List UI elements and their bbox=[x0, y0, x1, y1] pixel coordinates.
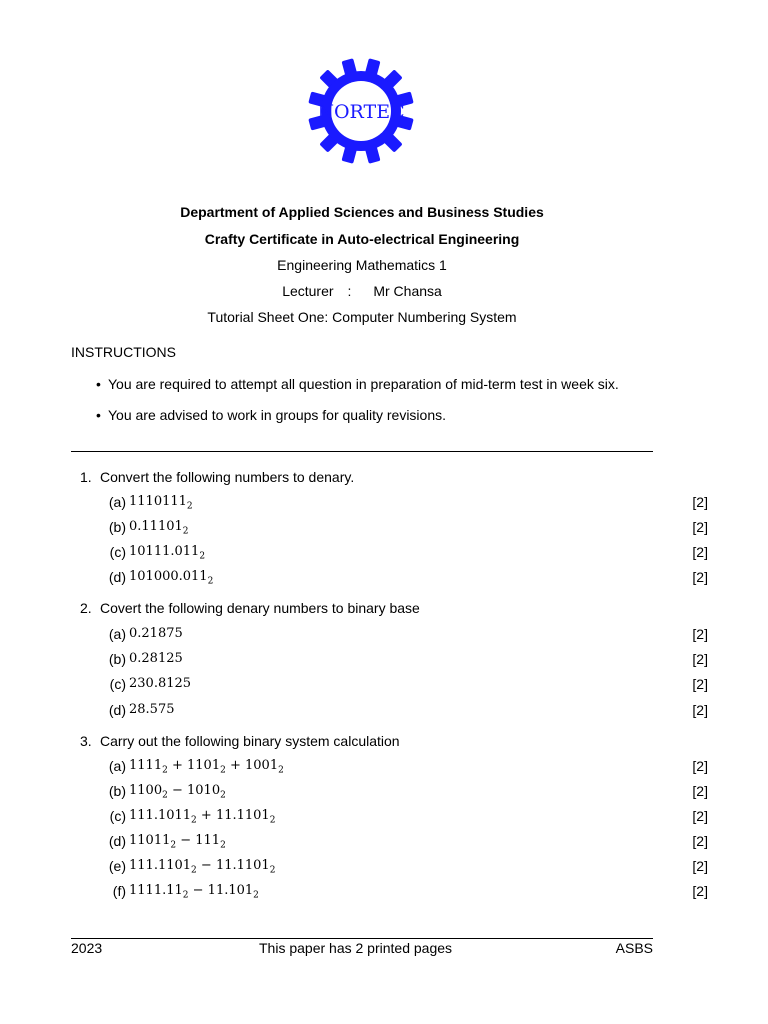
expression-term: 0.21875 bbox=[129, 626, 183, 641]
item-label: (c) bbox=[109, 676, 126, 692]
expression-term: 0.28125 bbox=[129, 651, 183, 666]
base-subscript: 2 bbox=[269, 815, 276, 826]
item-marks: [2] bbox=[692, 626, 708, 642]
item-label: (f) bbox=[112, 883, 126, 899]
question-item bbox=[100, 676, 708, 696]
gear-icon bbox=[308, 56, 414, 166]
lecturer-label: Lecturer bbox=[282, 283, 334, 299]
bullet-icon: • bbox=[96, 407, 101, 423]
item-marks: [2] bbox=[692, 858, 708, 874]
bullet-icon: • bbox=[96, 376, 101, 392]
question-number: 1. bbox=[80, 469, 92, 485]
question-item bbox=[100, 494, 708, 514]
item-expression bbox=[129, 883, 259, 901]
department-title: Department of Applied Sciences and Business Studies bbox=[180, 204, 544, 220]
logo-text: NORTEC bbox=[317, 101, 405, 123]
base-subscript: 2 bbox=[253, 890, 259, 901]
item-expression bbox=[129, 544, 205, 562]
expression-term: 1111 bbox=[129, 758, 163, 773]
expression-term: + bbox=[167, 758, 187, 773]
item-marks: [2] bbox=[692, 494, 708, 510]
question-text: Covert the following denary numbers to binary base bbox=[100, 600, 420, 616]
question-item bbox=[100, 651, 708, 671]
question-item bbox=[100, 544, 708, 564]
expression-term: 111.1011 bbox=[129, 808, 192, 823]
item-label: (a) bbox=[108, 758, 126, 774]
expression-term: 111.1101 bbox=[129, 858, 192, 873]
item-expression bbox=[129, 783, 226, 801]
question-title bbox=[80, 469, 354, 485]
item-expression bbox=[129, 758, 284, 776]
question-text: Carry out the following binary system calculation bbox=[100, 733, 400, 749]
question-item bbox=[100, 883, 708, 903]
item-marks: [2] bbox=[692, 758, 708, 774]
question-text: Convert the following numbers to denary. bbox=[100, 469, 355, 485]
lecturer-name: Mr Chansa bbox=[373, 283, 442, 299]
expression-term: 1111.11 bbox=[129, 883, 183, 898]
question-item bbox=[100, 569, 708, 589]
item-label: (b) bbox=[108, 519, 126, 535]
lecturer-separator: : bbox=[347, 283, 352, 299]
item-expression bbox=[129, 702, 175, 717]
expression-term: 11011 bbox=[129, 833, 171, 848]
item-expression bbox=[129, 519, 189, 537]
item-label: (c) bbox=[109, 808, 126, 824]
base-subscript: 2 bbox=[191, 815, 197, 826]
item-expression bbox=[129, 494, 193, 512]
certificate-title: Crafty Certificate in Auto-electrical Engineering bbox=[204, 231, 520, 247]
expression-term: 11.1101 bbox=[215, 858, 270, 873]
section-divider bbox=[71, 451, 653, 452]
expression-term: + bbox=[196, 808, 216, 823]
item-marks: [2] bbox=[692, 569, 708, 585]
expression-term: 1110111 bbox=[129, 494, 187, 509]
expression-term: 1100 bbox=[129, 783, 163, 798]
item-marks: [2] bbox=[692, 702, 708, 718]
expression-term: − bbox=[167, 783, 187, 798]
expression-term: 10111.011 bbox=[129, 544, 200, 559]
base-subscript: 2 bbox=[220, 840, 226, 851]
expression-term: 101000.011 bbox=[129, 569, 208, 584]
base-subscript: 2 bbox=[220, 790, 226, 801]
item-marks: [2] bbox=[692, 833, 708, 849]
base-subscript: 2 bbox=[162, 765, 168, 776]
footer-divider bbox=[71, 938, 653, 939]
base-subscript: 2 bbox=[162, 790, 168, 801]
item-label: (d) bbox=[108, 702, 126, 718]
question-item bbox=[100, 758, 708, 778]
item-marks: [2] bbox=[692, 808, 708, 824]
question-item bbox=[100, 702, 708, 722]
item-marks: [2] bbox=[692, 544, 708, 560]
item-label: (d) bbox=[108, 569, 126, 585]
question-item bbox=[100, 833, 708, 853]
expression-term: − bbox=[188, 883, 208, 898]
instructions-heading: INSTRUCTIONS bbox=[71, 344, 176, 360]
expression-term: 28.575 bbox=[129, 702, 175, 717]
item-label: (a) bbox=[108, 626, 126, 642]
question-item bbox=[100, 858, 708, 878]
base-subscript: 2 bbox=[170, 840, 177, 851]
instruction-item: • You are advised to work in groups for quality revisions. bbox=[96, 407, 446, 423]
question-item bbox=[100, 519, 708, 539]
base-subscript: 2 bbox=[182, 526, 189, 537]
base-subscript: 2 bbox=[220, 765, 226, 776]
item-label: (e) bbox=[108, 858, 126, 874]
question-number: 2. bbox=[80, 600, 92, 616]
expression-term: 11.101 bbox=[207, 883, 254, 898]
nortec-logo bbox=[308, 56, 414, 166]
expression-term: − bbox=[196, 858, 216, 873]
base-subscript: 2 bbox=[278, 765, 284, 776]
tutorial-sheet-title: Tutorial Sheet One: Computer Numbering System bbox=[207, 309, 517, 325]
lecturer-line bbox=[71, 282, 653, 300]
item-expression bbox=[129, 676, 191, 691]
item-marks: [2] bbox=[692, 519, 708, 535]
base-subscript: 2 bbox=[182, 890, 189, 901]
expression-term: 11.1101 bbox=[215, 808, 270, 823]
item-expression bbox=[129, 833, 226, 851]
item-marks: [2] bbox=[692, 783, 708, 799]
question-item bbox=[100, 783, 708, 803]
item-expression bbox=[129, 808, 275, 826]
expression-term: 230.8125 bbox=[129, 676, 192, 691]
expression-term: + bbox=[225, 758, 245, 773]
footer-code: ASBS bbox=[615, 940, 653, 956]
item-label: (d) bbox=[108, 833, 126, 849]
question-item bbox=[100, 626, 708, 646]
base-subscript: 2 bbox=[269, 865, 276, 876]
item-marks: [2] bbox=[692, 676, 708, 692]
expression-term: − bbox=[176, 833, 196, 848]
item-label: (b) bbox=[108, 783, 126, 799]
item-marks: [2] bbox=[692, 883, 708, 899]
course-title: Engineering Mathematics 1 bbox=[277, 257, 447, 273]
instruction-item: • You are required to attempt all question in preparation of mid-term test in week six. bbox=[96, 376, 619, 392]
question-item bbox=[100, 808, 708, 828]
item-expression bbox=[129, 569, 213, 587]
item-label: (b) bbox=[108, 651, 126, 667]
footer-year: 2023 bbox=[71, 940, 103, 956]
item-label: (a) bbox=[108, 494, 126, 510]
item-expression bbox=[129, 858, 275, 876]
expression-term: 1101 bbox=[187, 758, 221, 773]
item-expression bbox=[129, 651, 183, 666]
expression-term: 0.11101 bbox=[129, 519, 183, 534]
expression-term: 1010 bbox=[187, 783, 221, 798]
base-subscript: 2 bbox=[186, 501, 193, 512]
base-subscript: 2 bbox=[207, 576, 214, 587]
item-label: (c) bbox=[109, 544, 126, 560]
question-number: 3. bbox=[80, 733, 92, 749]
base-subscript: 2 bbox=[199, 551, 206, 562]
expression-term: 1001 bbox=[245, 758, 279, 773]
item-marks: [2] bbox=[692, 651, 708, 667]
base-subscript: 2 bbox=[191, 865, 197, 876]
expression-term: 111 bbox=[195, 833, 221, 848]
item-expression bbox=[129, 626, 183, 641]
footer-pages: This paper has 2 printed pages bbox=[259, 940, 453, 956]
question-title bbox=[80, 600, 420, 616]
question-title bbox=[80, 733, 400, 749]
